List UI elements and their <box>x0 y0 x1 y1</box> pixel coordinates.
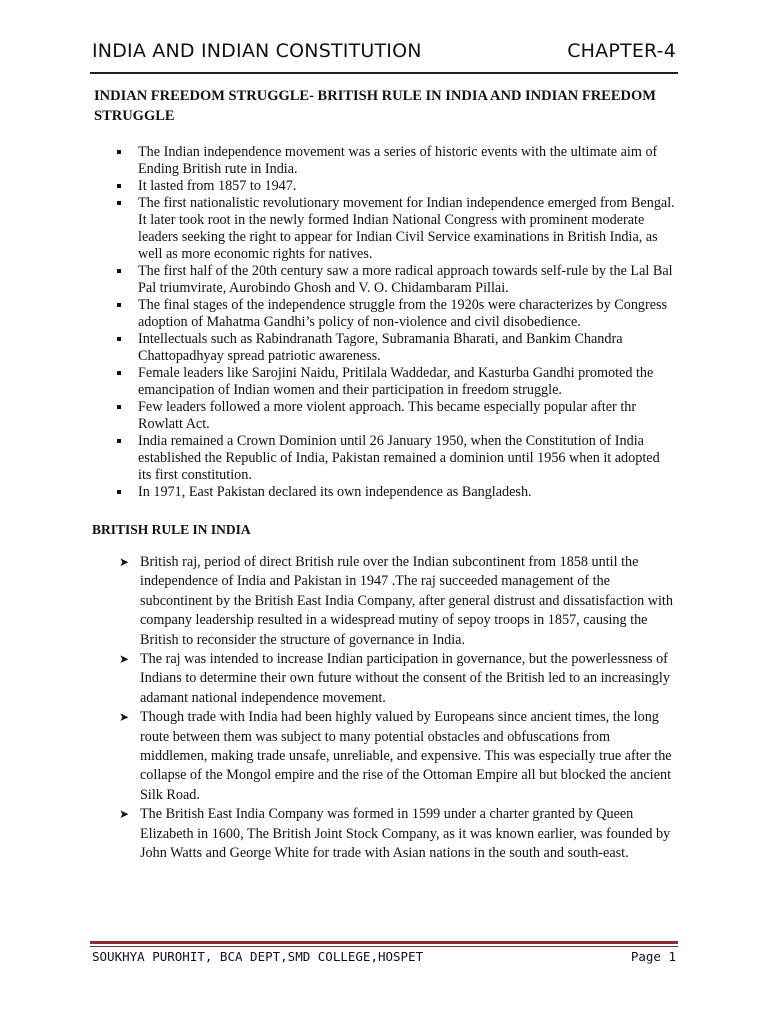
document-title: INDIAN FREEDOM STRUGGLE- BRITISH RULE IN INDIA AND INDIAN FREEDOM STRUGGLE <box>94 88 656 124</box>
arrow-point-item: ➤ The raj was intended to increase Indian participation in governance, but the powerlessness of Indians to determine their own future without the consent of the British led to an increasingly adamant national independence movement. <box>140 650 676 708</box>
bullet-item: In 1971, East Pakistan declared its own independence as Bangladesh. <box>138 484 676 501</box>
bullet-item: India remained a Crown Dominion until 26 January 1950, when the Constitution of India established the Republic of India, Pakistan remained a dominion until 1956 when it adopted its first constitution. <box>138 433 676 484</box>
bullet-item: It lasted from 1857 to 1947. <box>138 178 676 195</box>
arrow-point-item: ➤ British raj, period of direct British rule over the Indian subcontinent from 1858 until the independence of India and Pakistan in 1947 .The raj succeeded management of the subcontinent by the British East India Company, after general distrust and dissatisfaction with company leadership resulted in a widespread mutiny of sepoy troops in 1857, causing the British to reconsider the structure of governance in India. <box>140 553 676 650</box>
footer-author: SOUKHYA PUROHIT, BCA DEPT,SMD COLLEGE,HOSPET <box>92 949 424 964</box>
arrow-point-item: ➤ Though trade with India had been highly valued by Europeans since ancient times, the long route between them was subject to many potential obstacles and obfuscations from middlemen, making trade unsafe, unreliable, and expensive. This was especially true after the collapse of the Mongol empire and the rise of the Ottoman Empire all but blocked the ancient Silk Road. <box>140 708 676 805</box>
bullet-item: The first nationalistic revolutionary movement for Indian independence emerged from Bengal. It later took root in the newly formed Indian National Congress with prominent moderate leaders seeking the right to appear for Indian Civil Service examinations in British India, as well as more economic rights for natives. <box>138 195 675 262</box>
page-header <box>92 40 676 62</box>
bullet-item: The final stages of the independence struggle from the 1920s were characterizes by Congress adoption of Mahatma Gandhi’s policy of non-violence and civil disobedience. <box>138 297 676 331</box>
bullet-item: The first half of the 20th century saw a more radical approach towards self-rule by the Lal Bal Pal triumvirate, Aurobindo Ghosh and V. O. Chidambaram Pillai. <box>138 263 676 297</box>
arrow-point-item: ➤ The British East India Company was formed in 1599 under a charter granted by Queen Elizabeth in 1600, The British Joint Stock Company, as it was known earlier, was founded by John Watts and George White for trade with Asian nations in the south and south-east. <box>140 805 676 863</box>
page-footer <box>92 949 676 964</box>
bullet-item: The Indian independence movement was a series of historic events with the ultimate aim of Ending British rute in India. <box>138 144 676 178</box>
british-rule-point-list <box>92 553 676 864</box>
footer-divider-thick <box>90 941 678 944</box>
header-chapter: CHAPTER-4 <box>567 40 676 62</box>
section-heading: BRITISH RULE IN INDIA <box>92 522 251 537</box>
footer-divider-thin <box>90 946 678 947</box>
overview-bullet-list <box>92 144 676 501</box>
bullet-item: Female leaders like Sarojini Naidu, Pritilala Waddedar, and Kasturba Gandhi promoted the emancipation of Indian women and their participation in freedom struggle. <box>138 365 676 399</box>
page-number: Page 1 <box>630 949 676 964</box>
header-divider <box>90 72 678 74</box>
bullet-item: Intellectuals such as Rabindranath Tagore, Subramania Bharati, and Bankim Chandra Chattopadhyay spread patriotic awareness. <box>138 331 676 365</box>
bullet-item: Few leaders followed a more violent approach. This became especially popular after thr Rowlatt Act. <box>138 399 676 433</box>
page-content <box>92 86 676 864</box>
header-title: INDIA AND INDIAN CONSTITUTION <box>92 40 422 62</box>
